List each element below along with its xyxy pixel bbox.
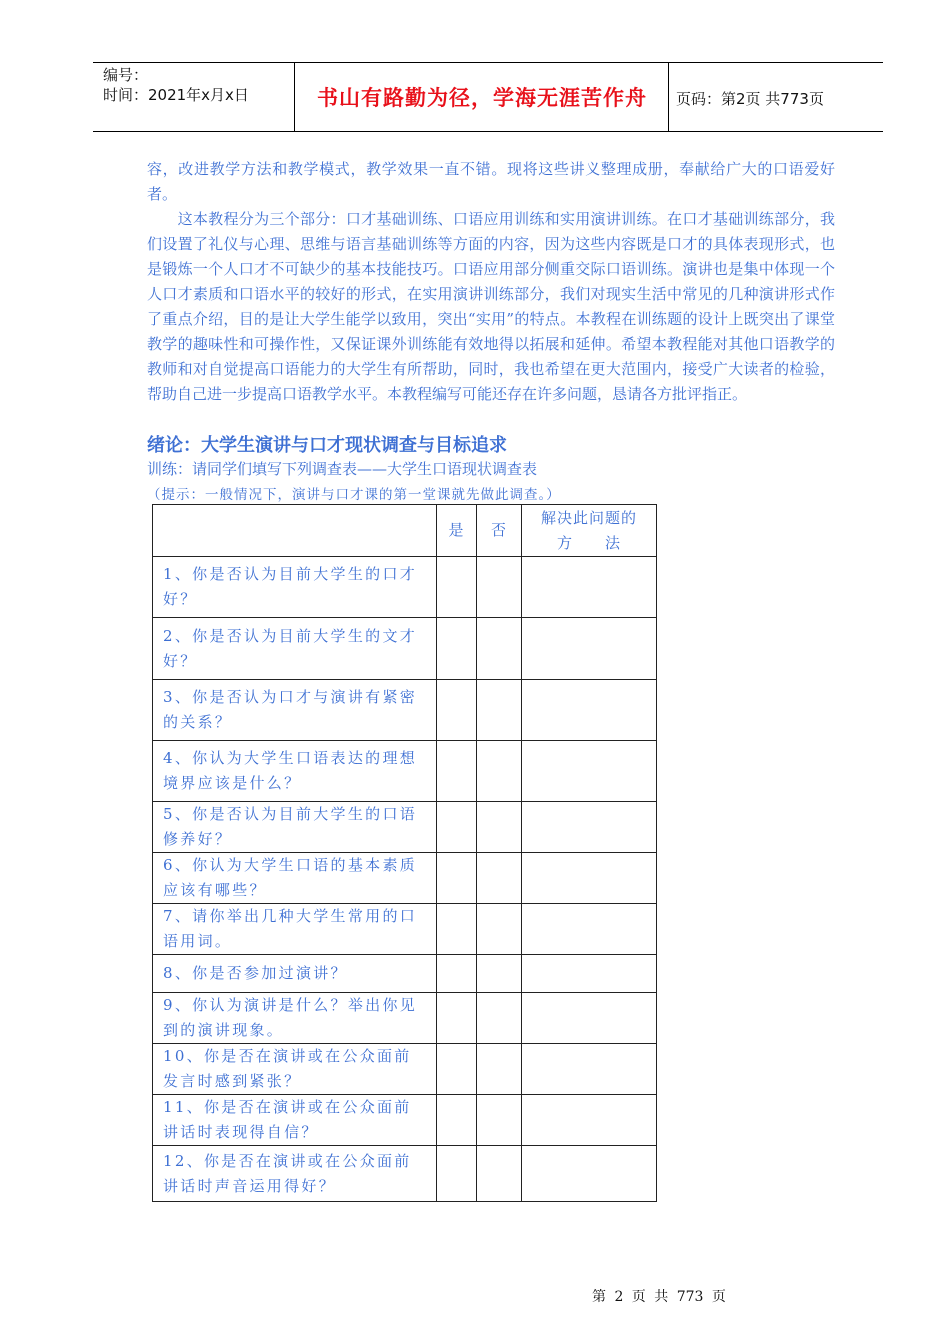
question-cell: 6、你认为大学生口语的基本素质应该有哪些？: [153, 853, 437, 904]
answer-no-cell[interactable]: [477, 802, 522, 853]
solution-cell[interactable]: [522, 1095, 657, 1146]
answer-no-cell[interactable]: [477, 618, 522, 680]
question-cell: 2、你是否认为目前大学生的文才好？: [153, 618, 437, 680]
solution-cell[interactable]: [522, 1044, 657, 1095]
question-cell: 12、你是否在演讲或在公众面前讲话时声音运用得好？: [153, 1146, 437, 1202]
answer-yes-cell[interactable]: [437, 904, 477, 955]
table-row: [153, 557, 657, 618]
answer-no-cell[interactable]: [477, 955, 522, 993]
answer-yes-cell[interactable]: [437, 680, 477, 741]
answer-no-cell[interactable]: [477, 853, 522, 904]
question-cell: 7、请你举出几种大学生常用的口语用词。: [153, 904, 437, 955]
table-row: [153, 618, 657, 680]
answer-yes-cell[interactable]: [437, 557, 477, 618]
answer-yes-cell[interactable]: [437, 993, 477, 1044]
solution-cell[interactable]: [522, 904, 657, 955]
solution-cell[interactable]: [522, 618, 657, 680]
header-motto: 书山有路勤为径，学海无涯苦作舟: [317, 86, 647, 110]
header-solution: [522, 505, 657, 557]
answer-no-cell[interactable]: [477, 993, 522, 1044]
question-cell: 10、你是否在演讲或在公众面前发言时感到紧张？: [153, 1044, 437, 1095]
header-divider: [668, 63, 669, 131]
table-row: [153, 1095, 657, 1146]
table-row: [153, 1044, 657, 1095]
answer-yes-cell[interactable]: [437, 1146, 477, 1202]
solution-cell[interactable]: [522, 993, 657, 1044]
answer-yes-cell[interactable]: [437, 802, 477, 853]
training-instruction: 训练：请同学们填写下列调查表——大学生口语现状调查表: [147, 460, 538, 478]
table-row: [153, 741, 657, 802]
solution-cell[interactable]: [522, 853, 657, 904]
question-cell: 3、你是否认为口才与演讲有紧密的关系？: [153, 680, 437, 741]
table-row: [153, 802, 657, 853]
question-cell: 9、你认为演讲是什么？举出你见到的演讲现象。: [153, 993, 437, 1044]
training-hint: （提示：一般情况下，演讲与口才课的第一堂课就先做此调查。）: [147, 487, 561, 503]
table-row: [153, 853, 657, 904]
answer-yes-cell[interactable]: [437, 618, 477, 680]
answer-no-cell[interactable]: [477, 557, 522, 618]
document-time-label: 时间：2021年x月x日: [103, 86, 249, 104]
answer-yes-cell[interactable]: [437, 1095, 477, 1146]
header-solution-line1: 解决此问题的: [540, 508, 637, 527]
table-row: [153, 955, 657, 993]
solution-cell[interactable]: [522, 802, 657, 853]
survey-table: [152, 504, 657, 1202]
question-cell: 11、你是否在演讲或在公众面前讲话时表现得自信？: [153, 1095, 437, 1146]
paragraph-intro-end: 容，改进教学方法和教学模式，教学效果一直不错。现将这些讲义整理成册，奉献给广大的口语爱好者。: [147, 160, 835, 203]
answer-yes-cell[interactable]: [437, 1044, 477, 1095]
answer-yes-cell[interactable]: [437, 853, 477, 904]
answer-no-cell[interactable]: [477, 680, 522, 741]
answer-yes-cell[interactable]: [437, 955, 477, 993]
answer-no-cell[interactable]: [477, 741, 522, 802]
solution-cell[interactable]: [522, 680, 657, 741]
answer-no-cell[interactable]: [477, 904, 522, 955]
solution-cell[interactable]: [522, 741, 657, 802]
solution-cell[interactable]: [522, 557, 657, 618]
answer-yes-cell[interactable]: [437, 741, 477, 802]
question-cell: 8、你是否参加过演讲？: [153, 955, 437, 993]
paragraph-course-structure: 这本教程分为三个部分：口才基础训练、口语应用训练和实用演讲训练。在口才基础训练部分，我们设置了礼仪与心理、思维与语言基础训练等方面的内容，因为这些内容既是口才的具体表现形式，也是锻炼一个人口才不可缺少的基本技能技巧。口语应用部分侧重交际口语训练。演讲也是集中体现一个人口才素质和口语水平的较好的形式，在实用演讲训练部分，我们对现实生活中常见的几种演讲形式作了重点介绍，目的是让大学生能学以致用，突出“实用”的特点。本教程在训练题的设计上既突出了课堂教学的趣味性和可操作性，又保证课外训练能有效地得以拓展和延伸。希望本教程能对其他口语教学的教师和对自觉提高口语能力的大学生有所帮助，同时，我也希望在更大范围内，接受广大读者的检验，帮助自己进一步提高口语教学水平。本教程编写可能还存在许多问题，恳请各方批评指正。: [147, 210, 835, 403]
page-header: [93, 62, 883, 132]
answer-no-cell[interactable]: [477, 1044, 522, 1095]
table-row: [153, 680, 657, 741]
question-cell: 5、你是否认为目前大学生的口语修养好？: [153, 802, 437, 853]
header-solution-line2: 方 法: [556, 533, 621, 552]
header-meta: [103, 65, 249, 105]
table-header-row: [153, 505, 657, 557]
answer-no-cell[interactable]: [477, 1095, 522, 1146]
solution-cell[interactable]: [522, 955, 657, 993]
page-footer: 第 2 页 共 773 页: [592, 1289, 726, 1305]
solution-cell[interactable]: [522, 1146, 657, 1202]
table-row: [153, 904, 657, 955]
question-cell: 4、你认为大学生口语表达的理想境界应该是什么？: [153, 741, 437, 802]
question-cell: 1、你是否认为目前大学生的口才好？: [153, 557, 437, 618]
answer-no-cell[interactable]: [477, 1146, 522, 1202]
header-no: 否: [477, 505, 522, 557]
table-row: [153, 1146, 657, 1202]
header-yes: 是: [437, 505, 477, 557]
header-question-cell: [153, 505, 437, 557]
table-row: [153, 993, 657, 1044]
header-page-label: 页码：第2页 共773页: [676, 90, 824, 108]
document-number-label: 编号：: [103, 66, 149, 84]
section-heading: 绪论：大学生演讲与口才现状调查与目标追求: [147, 435, 507, 456]
